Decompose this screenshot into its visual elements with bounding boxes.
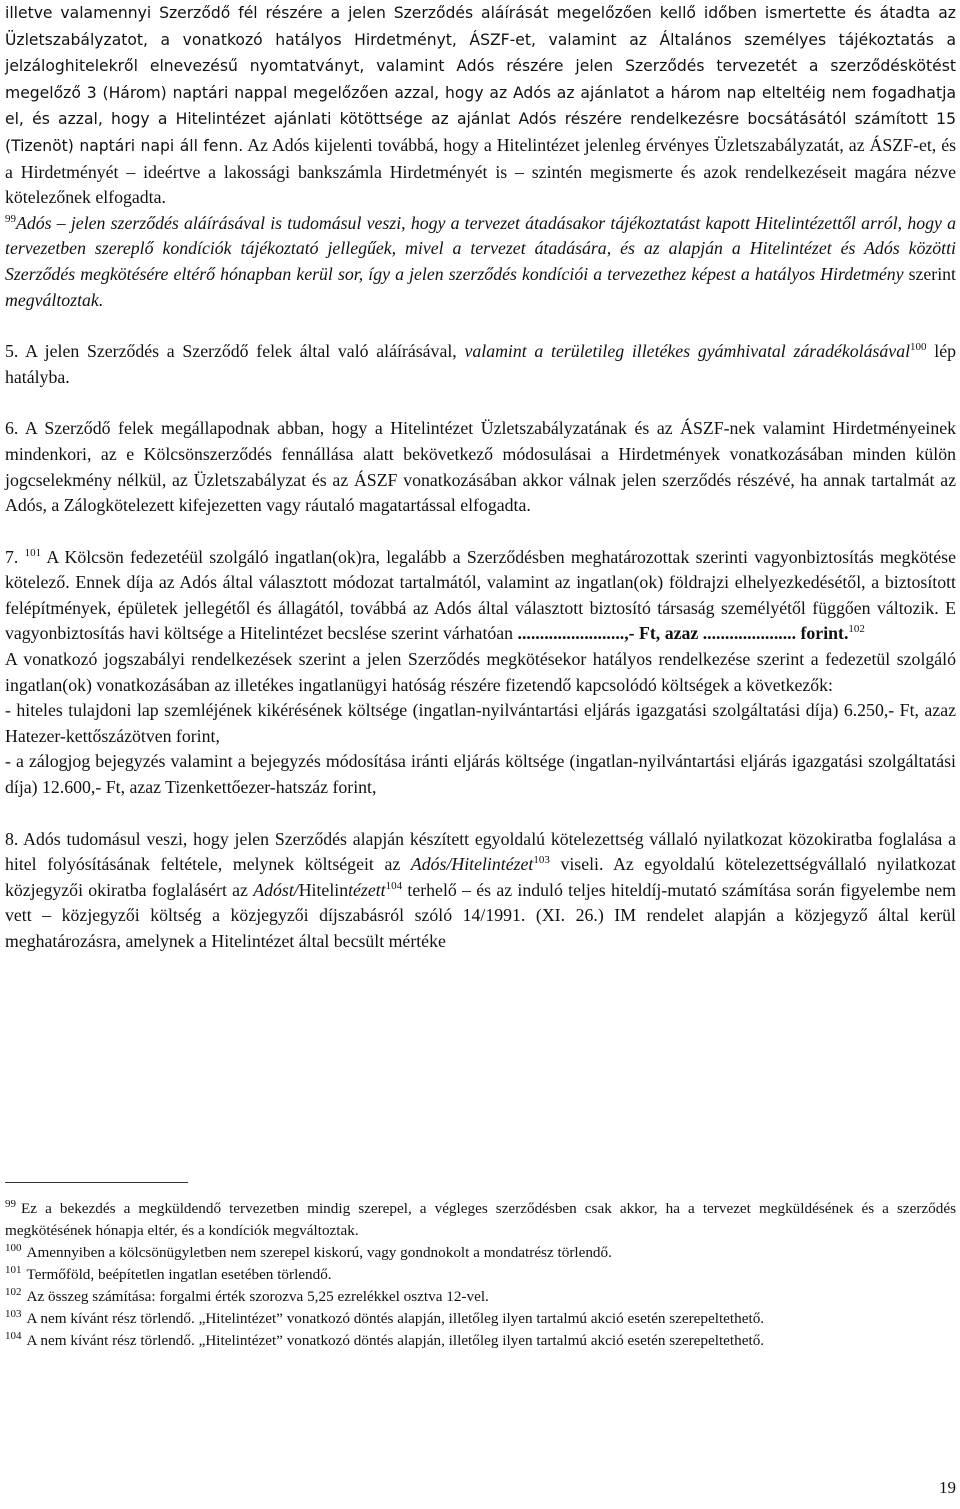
footnote-102: $^{102}$ Az összeg számítása: forgalmi érték szorozva 5,25 ezrelékkel osztva 12-vel. <box>5 1285 489 1305</box>
paragraph-6: 6. A Szerződő felek megállapodnak abban, hogy a Hitelintézet Üzletszabályzatának és az ÁSZF-nek valamint Hirdetményeinek mindenkori, az e Kölcsönszerződés fennállása alatt bekövetkező módosulásai a Hirdetmények vonatkozásában minden külön jogcselekmény nélkül, az Üzletszabályzat és az ÁSZF vonatkozásában akkor válnak jelen szerződés részévé, ha annak tartalmát az Adós, a Zálogkötelezett kifejezetten vagy ráutaló magatartással elfogadta. <box>5 418 956 516</box>
paragraph-4-tail: szerint <box>903 263 956 284</box>
paragraph-7-fee-item-1: - hiteles tulajdoni lap szemléjének kikérésének költsége (ingatlan-nyilvántartási eljárás igazgatási szolgáltatási díja) 6.250,- Ft, azaz Hatezer-kettőszázötven forint, <box>5 700 956 746</box>
footnote-ref-103[interactable]: 103 <box>533 854 550 867</box>
page-number: 19 <box>939 1478 956 1497</box>
footnote-ref-101[interactable]: 101 <box>24 546 42 559</box>
paragraph-7-fees-intro: A vonatkozó jogszabályi rendelkezések szerint a jelen Szerződés megkötésekor hatályos rendelkezése szerint a fedezetül szolgáló ingatlan(ok) vonatkozásában az illetékes ingatlanügyi hatóság részére fizetendő kapcsolódó költségek a következők: <box>5 649 956 695</box>
footnote-separator <box>5 1182 188 1183</box>
paragraph-4-sentence-2: Az Adós kijelenti továbbá, hogy a Hitelintézet jelenleg érvényes Üzletszabályzatát, az ÁSZF-et, és a Hirdetményét – ideértve a lakossági bankszámla Hirdetményét is – szintén megismerte és azok rendelkezéseit magára nézve kötelezőnek elfogadta. <box>5 134 956 208</box>
paragraph-7-fee-item-2: - a zálogjog bejegyzés valamint a bejegyzés módosítása iránti eljárás költsége (ingatlan-nyilvántartási eljárás igazgatási szolgáltatási díja) 12.600,- Ft, azaz Tizenkettőezer-hatszáz forint, <box>5 751 956 798</box>
footnote-100: $^{100}$ Amennyiben a kölcsönügyletben nem szerepel kiskorú, vagy gondnokolt a mondatrész törlendő. <box>5 1241 612 1261</box>
footnote-103: $^{103}$ A nem kívánt rész törlendő. „Hitelintézet” vonatkozó döntés alapján, illetőleg ilyen tartalmú akció esetén szerepeltethető. <box>5 1307 765 1327</box>
paragraph-8-italic-3: tézett <box>348 879 386 900</box>
paragraph-4-sentence-1: illetve valamennyi Szerződő fél részére a jelen Szerződés aláírását megelőzően kellő időben ismertette és átadta az Üzletszabályzatot, a vonatkozó hatályos Hirdetményt, ÁSZF-et, valamint az Általános személyes tájékoztatás a jelzáloghitelekről elnevezésű nyomtatványt, valamint Adós részére jelen Szerződés tervezetét a szerződéskötést megelőző 3 (Három) naptári nappal megelőzően azzal, hogy az Adós az ajánlatot a három nap elteltéig nem fogadhatja el, és azzal, hogy a Hitelintézet ajánlati kötöttsége az ajánlat Adós részére rendelkezésre bocsátásától számított 15 (Tizenöt) naptári napi áll fenn. <box>5 4 956 155</box>
paragraph-8-text-3: Hitelin <box>298 879 349 900</box>
footnote-ref-102[interactable]: 102 <box>848 623 865 636</box>
paragraph-8-italic-1: Adós/Hitelintézet <box>410 854 534 875</box>
paragraph-7-text: A Kölcsön fedezetéül szolgáló ingatlan(ok)ra, legalább a Szerződésben meghatározottak szerinti vagyonbiztosítás megkötése kötelező. Ennek díja az Adós által választott módozat tartalmától, valamint az ingatlan(ok) földrajzi elhelyezkedésétől, a biztosított felépítmények, épületek jellegétől és állagától, továbbá az Adós által választott biztosító társaság személyétől függően változik. E vagyonbiztosítás havi költsége a Hitelintézet becslése szerint várhatóan <box>5 546 956 644</box>
paragraph-5-tail: lép hatályba. <box>5 341 957 387</box>
paragraph-4-end: megváltoztak. <box>5 289 104 310</box>
footnote-104: $^{104}$ A nem kívánt rész törlendő. „Hitelintézet” vonatkozó döntés alapján, illetőleg ilyen tartalmú akció esetén szerepeltethető. <box>5 1329 765 1349</box>
paragraph-7 <box>5 545 956 647</box>
paragraph-8-text-2: viseli. Az egyoldalú kötelezettségvállaló nyilatkozat közjegyzői okiratba foglalásért az <box>5 854 956 900</box>
footnotes <box>5 1198 956 1352</box>
paragraph-8-text-1: 8. Adós tudomásul veszi, hogy jelen Szerződés alapján készített egyoldalú kötelezettség vállaló nyilatkozat közokiratba foglalása a hitel folyósításának feltétele, melynek költségeit az <box>5 828 956 875</box>
paragraph-8-text-4: terhelő – és az induló teljes hiteldíj-mutató számítása során figyelembe nem vett – közjegyzői költség a közjegyzői díjszabásról szóló 14/1991. (XI. 26.) IM rendelet alapján a közjegyző által kerül meghatározásra, amelynek a Hitelintézet által becsült mértéke <box>5 879 957 951</box>
footnote-ref-104[interactable]: 104 <box>385 879 403 892</box>
paragraph-4-italic-notice: Adós – jelen szerződés aláírásával is tudomásul veszi, hogy a tervezet átadásakor tájékoztatást kapott Hitelintézettől arról, hogy a tervezetben szereplő kondíciók tájékoztató jellegűek, mivel a tervezet átadására, és az alapján a Hitelintézet és Adós közötti Szerződés megkötésére eltérő hónapban kerül sor, így a jelen szerződés kondíciói a tervezethez képest a hatályos Hirdetmény <box>5 212 956 284</box>
paragraph-5-italic: valamint a területileg illetékes gyámhivatal záradékolásával <box>456 341 911 362</box>
footnote-ref-99[interactable]: 99 <box>5 212 16 225</box>
paragraph-4-continuation <box>5 0 956 313</box>
paragraph-7-lead: 7. <box>5 546 25 567</box>
paragraph-5-lead: 5. A jelen Szerződés a Szerződő felek által való aláírásával, <box>5 341 457 362</box>
paragraph-8 <box>5 827 956 955</box>
paragraph-8-italic-2: Adóst/ <box>253 879 299 900</box>
footnote-99: $^{99}$ Ez a bekezdés a megküldendő tervezetben mindig szerepel, a végleges szerződésben csak akkor, ha a tervezet megküldésének és a szerződés megkötésének hónapja eltér, és a kondíciók megváltoztak. <box>5 1197 956 1239</box>
footnote-ref-100[interactable]: 100 <box>910 341 927 354</box>
footnote-101: $^{101}$ Termőföld, beépítetlen ingatlan esetében törlendő. <box>5 1263 332 1283</box>
paragraph-5 <box>5 339 956 390</box>
paragraph-7-amount-blank: ........................,- Ft, azaz ..................... forint. <box>517 623 849 644</box>
